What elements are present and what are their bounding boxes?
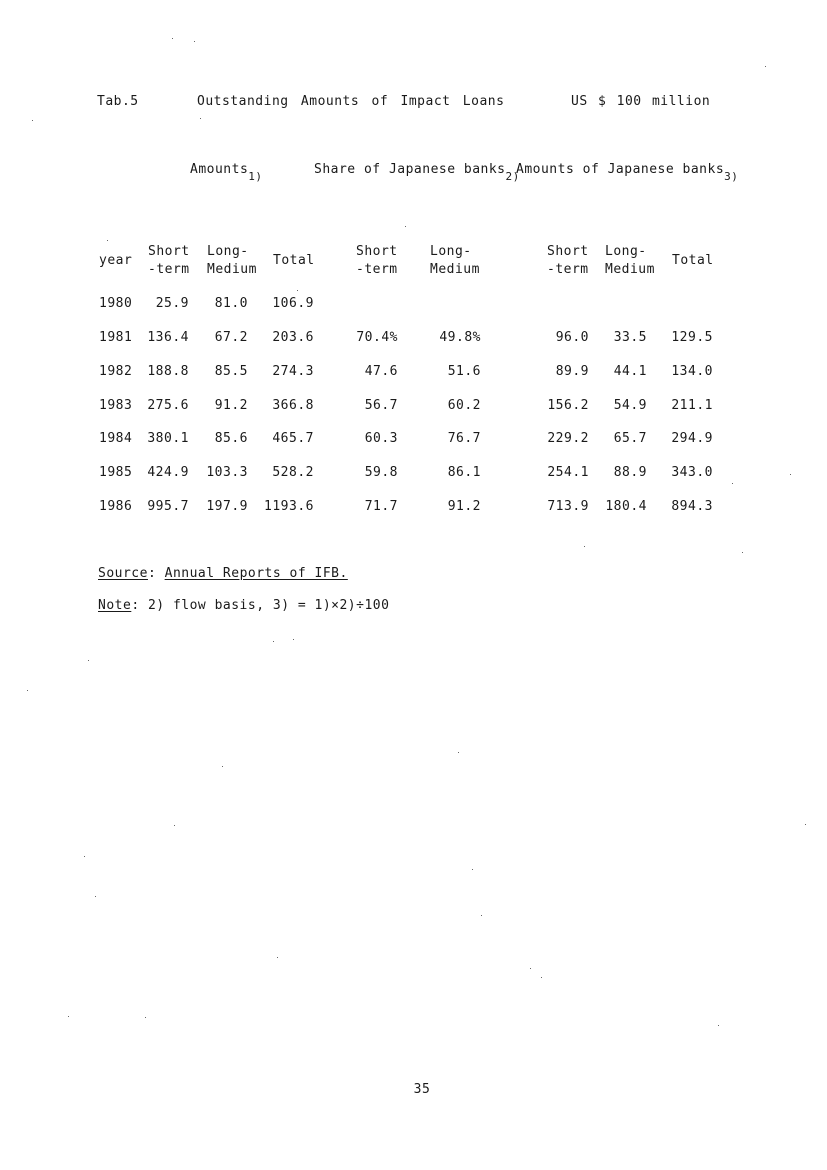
- note-label: Note: [98, 598, 132, 613]
- table-cell-amounts-long: 85.6: [214, 431, 248, 446]
- table-cell-share-long: 60.2: [447, 398, 481, 413]
- col-header-share-long-2: Medium: [430, 262, 480, 277]
- scan-speck: [88, 660, 89, 661]
- table-cell-share-short: 56.7: [364, 398, 398, 413]
- scan-speck: [84, 856, 85, 857]
- table-cell-jp-total: 894.3: [671, 499, 713, 514]
- table-cell-amounts-total: 106.9: [272, 296, 314, 311]
- table-cell-jp-short: 254.1: [547, 465, 589, 480]
- scan-speck: [405, 226, 406, 227]
- scan-speck: [293, 639, 294, 640]
- group-header-amounts-label: Amounts: [190, 162, 249, 177]
- col-header-jp-total: Total: [672, 253, 714, 268]
- col-header-amounts-long-1: Long-: [207, 244, 249, 259]
- table-cell-year: 1985: [99, 465, 133, 480]
- scan-speck: [805, 824, 806, 825]
- unit-label: US $ 100 million: [571, 94, 711, 109]
- table-cell-amounts-total: 528.2: [272, 465, 314, 480]
- table-cell-jp-long: 54.9: [613, 398, 647, 413]
- table-cell-jp-total: 211.1: [671, 398, 713, 413]
- col-header-share-long-1: Long-: [430, 244, 472, 259]
- table-cell-jp-long: 88.9: [613, 465, 647, 480]
- scan-speck: [742, 552, 743, 553]
- table-cell-share-short: 47.6: [364, 364, 398, 379]
- table-cell-amounts-short: 995.7: [147, 499, 189, 514]
- scan-speck: [95, 896, 96, 897]
- table-cell-jp-total: 129.5: [671, 330, 713, 345]
- scan-speck: [718, 1025, 719, 1026]
- scan-speck: [472, 869, 473, 870]
- table-cell-amounts-total: 1193.6: [264, 499, 314, 514]
- source-label: Source: [98, 566, 148, 581]
- table-cell-amounts-short: 275.6: [147, 398, 189, 413]
- scan-speck: [27, 690, 28, 691]
- table-cell-amounts-long: 85.5: [214, 364, 248, 379]
- table-cell-jp-long: 33.5: [613, 330, 647, 345]
- scan-speck: [174, 825, 175, 826]
- table-cell-share-long: 76.7: [447, 431, 481, 446]
- col-header-share-short-2: -term: [356, 262, 398, 277]
- table-cell-jp-short: 156.2: [547, 398, 589, 413]
- scan-speck: [200, 118, 201, 119]
- table-cell-share-long: 49.8%: [439, 330, 481, 345]
- table-cell-share-short: 59.8: [364, 465, 398, 480]
- table-cell-amounts-long: 103.3: [206, 465, 248, 480]
- col-header-share-short-1: Short: [356, 244, 398, 259]
- table-cell-jp-total: 343.0: [671, 465, 713, 480]
- table-cell-year: 1986: [99, 499, 133, 514]
- scan-speck: [765, 66, 766, 67]
- table-label: Tab.5: [97, 94, 139, 109]
- table-cell-year: 1980: [99, 296, 133, 311]
- table-cell-year: 1983: [99, 398, 133, 413]
- table-cell-share-short: 60.3: [364, 431, 398, 446]
- table-cell-amounts-long: 81.0: [214, 296, 248, 311]
- table-cell-amounts-long: 67.2: [214, 330, 248, 345]
- col-header-year: year: [99, 253, 133, 268]
- group-header-share: [314, 162, 520, 183]
- table-cell-amounts-total: 274.3: [272, 364, 314, 379]
- scan-speck: [790, 474, 791, 475]
- table-cell-year: 1981: [99, 330, 133, 345]
- col-header-jp-long-2: Medium: [605, 262, 655, 277]
- scan-speck: [32, 120, 33, 121]
- table-cell-year: 1982: [99, 364, 133, 379]
- scan-speck: [277, 957, 278, 958]
- group-header-amounts-japanese: [516, 162, 739, 183]
- table-title: Outstanding Amounts of Impact Loans: [197, 94, 505, 109]
- table-cell-jp-long: 44.1: [613, 364, 647, 379]
- table-cell-jp-total: 134.0: [671, 364, 713, 379]
- col-header-jp-short-1: Short: [547, 244, 589, 259]
- table-cell-year: 1984: [99, 431, 133, 446]
- table-cell-amounts-short: 380.1: [147, 431, 189, 446]
- table-cell-share-short: 71.7: [364, 499, 398, 514]
- table-cell-jp-long: 65.7: [613, 431, 647, 446]
- table-cell-amounts-short: 188.8: [147, 364, 189, 379]
- table-cell-share-long: 86.1: [447, 465, 481, 480]
- source-line: Source: Annual Reports of IFB.: [98, 566, 348, 581]
- table-cell-jp-long: 180.4: [605, 499, 647, 514]
- footnote-marker: 3): [724, 170, 739, 183]
- col-header-amounts-short-2: -term: [148, 262, 190, 277]
- scan-speck: [297, 290, 298, 291]
- scan-speck: [68, 1016, 69, 1017]
- table-cell-amounts-long: 91.2: [214, 398, 248, 413]
- note-line: Note: 2) flow basis, 3) = 1)×2)÷100: [98, 598, 390, 613]
- scan-speck: [584, 546, 585, 547]
- scan-speck: [458, 752, 459, 753]
- col-header-amounts-long-2: Medium: [207, 262, 257, 277]
- scan-speck: [481, 915, 482, 916]
- note-text: 2) flow basis, 3) = 1)×2)÷100: [147, 598, 390, 613]
- footnote-marker: 2): [505, 170, 520, 183]
- group-header-amounts-japanese-label: Amounts of Japanese banks: [516, 162, 725, 177]
- table-cell-jp-short: 96.0: [555, 330, 589, 345]
- col-header-amounts-total: Total: [273, 253, 315, 268]
- col-header-jp-short-2: -term: [547, 262, 589, 277]
- col-header-amounts-short-1: Short: [148, 244, 190, 259]
- scan-speck: [530, 968, 531, 969]
- footnote-marker: 1): [248, 170, 263, 183]
- table-cell-jp-short: 229.2: [547, 431, 589, 446]
- table-cell-share-long: 51.6: [447, 364, 481, 379]
- table-cell-amounts-total: 203.6: [272, 330, 314, 345]
- scan-speck: [222, 766, 223, 767]
- table-cell-amounts-short: 136.4: [147, 330, 189, 345]
- group-header-share-label: Share of Japanese banks: [314, 162, 506, 177]
- scan-speck: [732, 483, 733, 484]
- table-cell-jp-short: 713.9: [547, 499, 589, 514]
- table-cell-amounts-total: 465.7: [272, 431, 314, 446]
- source-text: Annual Reports of IFB.: [164, 566, 348, 581]
- scan-speck: [541, 977, 542, 978]
- scan-speck: [107, 240, 108, 241]
- scan-speck: [172, 38, 173, 39]
- col-header-jp-long-1: Long-: [605, 244, 647, 259]
- table-cell-share-long: 91.2: [447, 499, 481, 514]
- table-cell-amounts-long: 197.9: [206, 499, 248, 514]
- table-cell-jp-short: 89.9: [555, 364, 589, 379]
- group-header-amounts: [190, 162, 263, 183]
- table-cell-amounts-short: 25.9: [155, 296, 189, 311]
- scan-speck: [194, 41, 195, 42]
- table-cell-amounts-short: 424.9: [147, 465, 189, 480]
- page-number: 35: [413, 1082, 431, 1097]
- scan-speck: [273, 641, 274, 642]
- scan-speck: [145, 1017, 146, 1018]
- table-cell-amounts-total: 366.8: [272, 398, 314, 413]
- table-cell-jp-total: 294.9: [671, 431, 713, 446]
- table-cell-share-short: 70.4%: [356, 330, 398, 345]
